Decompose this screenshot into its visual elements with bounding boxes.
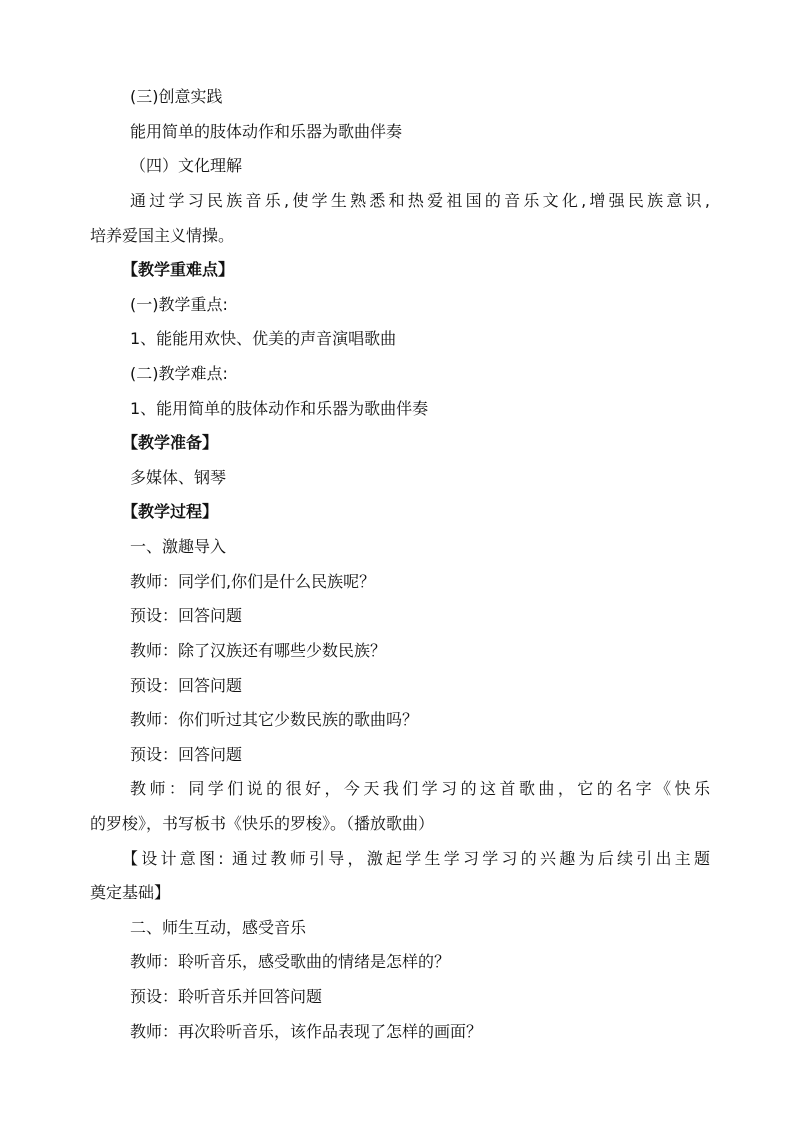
subheading-intro: 一、激趣导入 <box>130 537 227 556</box>
list-item: 1、能用简单的肢体动作和乐器为歌曲伴奏 <box>130 399 429 418</box>
heading-teaching-process: 【教学过程】 <box>122 502 219 521</box>
section-heading-creative-practice: (三)创意实践 <box>130 87 223 106</box>
dialogue-line: 教师：再次聆听音乐，该作品表现了怎样的画面？ <box>130 1022 483 1041</box>
paragraph-line: 能用简单的肢体动作和乐器为歌曲伴奏 <box>130 122 403 141</box>
paragraph-line: 培养爱国主义情操。 <box>90 226 235 245</box>
list-item: 1、能能用欢快、优美的声音演唱歌曲 <box>130 329 397 348</box>
dialogue-line: 教师：同学们说的很好，今天我们学习的这首歌曲，它的名字《快乐 <box>130 779 710 798</box>
heading-teaching-preparation: 【教学准备】 <box>122 433 219 452</box>
subheading-difficult-points: (二)教学难点: <box>130 364 228 383</box>
paragraph-line: 多媒体、钢琴 <box>130 468 227 487</box>
paragraph-line: 通过学习民族音乐,使学生熟悉和热爱祖国的音乐文化,增强民族意识, <box>130 191 710 210</box>
dialogue-line: 预设：回答问题 <box>130 606 243 625</box>
dialogue-line: 预设：聆听音乐并回答问题 <box>130 987 323 1006</box>
subheading-key-points: (一)教学重点: <box>130 295 228 314</box>
heading-key-difficult-points: 【教学重难点】 <box>122 260 235 279</box>
dialogue-line: 的罗梭》，书写板书《快乐的罗梭》。（播放歌曲） <box>90 814 435 833</box>
design-intent-note: 奠定基础】 <box>90 883 171 902</box>
design-intent-note: 【设计意图: 通过教师引导，激起学生学习学习的兴趣为后续引出主题 <box>122 849 710 868</box>
dialogue-line: 预设：回答问题 <box>130 745 243 764</box>
dialogue-line: 教师：你们听过其它少数民族的歌曲吗？ <box>130 710 419 729</box>
dialogue-line: 教师：聆听音乐，感受歌曲的情绪是怎样的？ <box>130 952 451 971</box>
subheading-interaction: 二、师生互动，感受音乐 <box>130 918 307 937</box>
dialogue-line: 预设：回答问题 <box>130 676 243 695</box>
section-heading-cultural-understanding: （四）文化理解 <box>130 156 243 175</box>
dialogue-line: 教师：除了汉族还有哪些少数民族？ <box>130 641 387 660</box>
dialogue-line: 教师：同学们,你们是什么民族呢？ <box>130 572 376 591</box>
